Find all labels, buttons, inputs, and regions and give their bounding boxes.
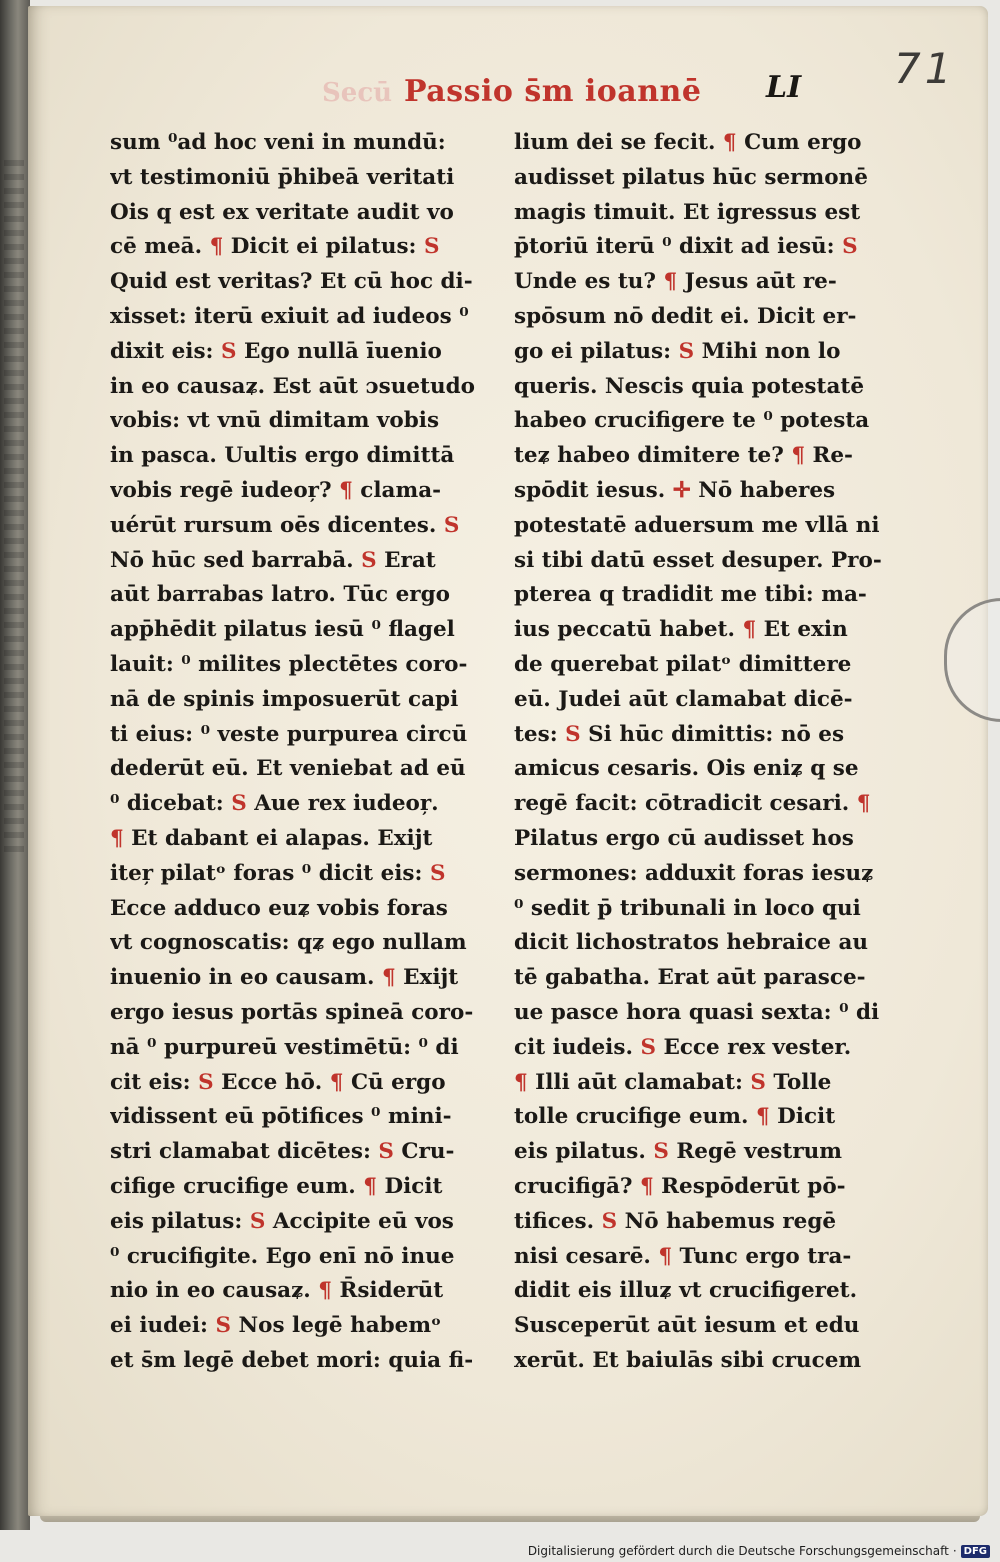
text-segment: Accipite eū vos bbox=[265, 1208, 454, 1234]
text-line bbox=[110, 1100, 492, 1135]
text-line bbox=[514, 474, 900, 509]
rubric-mark: ¶ bbox=[640, 1173, 654, 1199]
text-segment: Cū ergo bbox=[343, 1069, 446, 1095]
text-column-left bbox=[110, 126, 492, 1379]
rubric-mark: S bbox=[378, 1139, 394, 1165]
text-segment: Re- bbox=[805, 443, 853, 469]
text-segment: Tolle bbox=[765, 1069, 832, 1095]
text-line bbox=[514, 857, 900, 892]
text-line bbox=[514, 196, 900, 231]
text-line bbox=[110, 857, 492, 892]
text-segment: Aue rex iudeoŗ. bbox=[246, 791, 439, 817]
text-segment: dederūt eū. Et veniebat ad eū bbox=[110, 756, 466, 782]
rubric-mark: S bbox=[361, 547, 377, 573]
text-segment: go ei pilatus: bbox=[514, 338, 679, 364]
text-segment: eū. Judei aūt clamabat dicē- bbox=[514, 686, 853, 712]
text-line bbox=[514, 161, 900, 196]
text-segment: ius peccatū habet. bbox=[514, 617, 743, 643]
text-segment: Exijt bbox=[395, 965, 459, 991]
text-line bbox=[110, 648, 492, 683]
text-segment: dicit lichostratos hebraice au bbox=[514, 930, 869, 956]
text-line bbox=[110, 1274, 492, 1309]
text-segment: si tibi datū esset desuper. Pro- bbox=[514, 547, 882, 573]
text-line bbox=[110, 230, 492, 265]
text-line bbox=[110, 544, 492, 579]
text-line bbox=[110, 474, 492, 509]
text-line bbox=[110, 961, 492, 996]
text-line bbox=[110, 265, 492, 300]
running-head: Passio s̄m ioannē bbox=[404, 74, 702, 109]
text-segment: lauit: ⁰ milites plectētes coro- bbox=[110, 651, 468, 677]
text-line bbox=[110, 578, 492, 613]
rubric-mark: S bbox=[601, 1208, 618, 1234]
text-line bbox=[514, 961, 900, 996]
text-segment: Dicit bbox=[376, 1173, 443, 1199]
rubric-mark: ¶ bbox=[381, 965, 396, 991]
text-line bbox=[110, 161, 492, 196]
text-line bbox=[110, 926, 492, 961]
text-line bbox=[514, 1066, 900, 1101]
text-segment: sum ⁰ad hoc veni in mundū: bbox=[110, 130, 446, 155]
text-line bbox=[514, 718, 900, 753]
rubric-mark: S bbox=[640, 1034, 656, 1060]
text-segment: vobis regē iudeoŗ? bbox=[110, 477, 340, 503]
text-segment: Ecce rex vester. bbox=[655, 1034, 852, 1060]
rubric-mark: ✛ bbox=[672, 477, 691, 503]
text-segment: Dicit bbox=[769, 1104, 836, 1130]
text-line bbox=[514, 1274, 900, 1309]
text-line bbox=[514, 404, 900, 439]
rubric-mark: S bbox=[423, 234, 440, 260]
text-line bbox=[514, 1309, 900, 1344]
text-segment: cit eis: bbox=[110, 1069, 199, 1095]
rubric-mark: S bbox=[231, 791, 247, 817]
text-segment: potestatē aduersum me vllā ni bbox=[514, 512, 880, 538]
book-edge-texture bbox=[4, 160, 24, 860]
rubric-mark: ¶ bbox=[722, 130, 737, 155]
rubric-mark: ¶ bbox=[209, 234, 224, 260]
text-segment: Ego nullā īuenio bbox=[236, 338, 442, 364]
text-line bbox=[110, 335, 492, 370]
text-segment: Nō hūc sed barrabā. bbox=[110, 547, 362, 573]
text-line bbox=[514, 126, 900, 161]
text-line bbox=[514, 613, 900, 648]
text-segment: de querebat pilatᵒ dimittere bbox=[514, 651, 852, 677]
text-segment: vt testimoniū p̄hibeā veritati bbox=[110, 164, 455, 190]
text-segment: spōsum nō dedit ei. Dicit er- bbox=[514, 303, 857, 329]
text-segment: Nō habemus regē bbox=[617, 1208, 837, 1234]
text-line bbox=[514, 335, 900, 370]
text-segment: vidissent eū pōtifices ⁰ mini- bbox=[110, 1104, 452, 1130]
text-line bbox=[110, 1170, 492, 1205]
text-segment: Ecce hō. bbox=[213, 1069, 330, 1095]
text-line bbox=[514, 648, 900, 683]
text-segment: Dicit ei pilatus: bbox=[223, 234, 424, 260]
text-segment: Jesus aūt re- bbox=[677, 269, 837, 295]
folio-number: LI bbox=[766, 70, 802, 105]
text-segment: Respōderūt pō- bbox=[653, 1173, 846, 1199]
text-segment: Mihi non lo bbox=[694, 338, 841, 364]
rubric-mark: S bbox=[443, 512, 460, 538]
rubric-mark: S bbox=[842, 234, 858, 260]
rubric-mark: S bbox=[198, 1069, 214, 1095]
rubric-mark: S bbox=[215, 1313, 231, 1339]
text-segment: sermones: adduxit foras iesuʑ bbox=[514, 860, 874, 886]
text-segment: vt cognoscatis: qʑ ego nullam bbox=[110, 930, 467, 956]
rubric-mark: ¶ bbox=[755, 1104, 770, 1130]
rubric-mark: ¶ bbox=[318, 1278, 332, 1304]
text-line bbox=[110, 370, 492, 405]
text-segment: app̄hēdit pilatus iesū ⁰ flagel bbox=[110, 617, 455, 643]
text-line bbox=[514, 683, 900, 718]
text-segment: xerūt. Et baiulās sibi crucem bbox=[514, 1347, 862, 1373]
rubric-mark: ¶ bbox=[514, 1069, 528, 1095]
text-segment: Ecce adduco euʑ vobis foras bbox=[110, 895, 448, 921]
text-segment: cē meā. bbox=[110, 234, 210, 260]
text-line bbox=[110, 822, 492, 857]
text-segment: Pilatus ergo cū audisset hos bbox=[514, 825, 854, 851]
rubric-mark: ¶ bbox=[856, 791, 871, 817]
text-segment: nio in eo causaʑ. bbox=[110, 1278, 319, 1304]
text-segment: ergo iesus portās spineā coro- bbox=[110, 999, 474, 1025]
text-segment: tolle crucifige eum. bbox=[514, 1104, 756, 1130]
text-line bbox=[110, 196, 492, 231]
text-segment: queris. Nescis quia potestatē bbox=[514, 373, 865, 399]
text-segment: Unde es tu? bbox=[514, 269, 664, 295]
text-segment: habeo crucifigere te ⁰ potesta bbox=[514, 408, 870, 434]
text-line bbox=[514, 892, 900, 927]
text-line bbox=[514, 926, 900, 961]
text-segment: Quid est veritas? Et cū hoc di- bbox=[110, 269, 473, 295]
text-segment: audisset pilatus hūc sermonē bbox=[514, 164, 868, 190]
dfg-logo: DFG bbox=[961, 1545, 990, 1558]
text-segment: pterea q tradidit me tibi: ma- bbox=[514, 582, 867, 608]
text-segment: ⁰ dicebat: bbox=[110, 791, 232, 817]
text-line bbox=[514, 1170, 900, 1205]
text-line bbox=[514, 752, 900, 787]
text-line bbox=[514, 996, 900, 1031]
text-segment: teʑ habeo dimitere te? bbox=[514, 443, 792, 469]
rubric-mark: S bbox=[653, 1139, 669, 1165]
text-segment: R̄siderūt bbox=[331, 1278, 444, 1304]
text-segment: Tunc ergo tra- bbox=[672, 1243, 852, 1269]
text-line bbox=[110, 787, 492, 822]
text-line bbox=[110, 683, 492, 718]
text-line bbox=[514, 300, 900, 335]
rubric-mark: ¶ bbox=[742, 617, 757, 643]
rubric-mark: S bbox=[678, 338, 695, 364]
rubric-mark: S bbox=[429, 860, 446, 886]
text-segment: ti eius: ⁰ veste purpurea circū bbox=[110, 721, 468, 747]
text-segment: crucifigā? bbox=[514, 1173, 640, 1199]
text-segment: ue pasce hora quasi sexta: ⁰ di bbox=[514, 999, 880, 1025]
text-line bbox=[514, 578, 900, 613]
text-segment: clama- bbox=[352, 477, 442, 503]
rubric-mark: ¶ bbox=[658, 1243, 673, 1269]
text-line bbox=[514, 439, 900, 474]
text-segment: Si hūc dimittis: nō es bbox=[580, 721, 845, 747]
text-line bbox=[110, 1309, 492, 1344]
text-line bbox=[110, 439, 492, 474]
text-segment: Nos legē habemᵒ bbox=[230, 1313, 442, 1339]
rubric-mark: ¶ bbox=[663, 269, 678, 295]
text-segment: regē facit: cōtradicit cesari. bbox=[514, 791, 857, 817]
manuscript-page-note: 71 bbox=[894, 44, 956, 93]
text-segment: inuenio in eo causam. bbox=[110, 965, 382, 991]
text-segment: Illi aūt clamabat: bbox=[527, 1069, 751, 1095]
text-segment: dixit eis: bbox=[110, 338, 221, 364]
text-line bbox=[110, 752, 492, 787]
text-line bbox=[110, 996, 492, 1031]
text-line bbox=[110, 1205, 492, 1240]
text-line bbox=[514, 1344, 900, 1379]
text-line bbox=[514, 1205, 900, 1240]
text-line bbox=[514, 265, 900, 300]
text-segment: cifige crucifige eum. bbox=[110, 1173, 364, 1199]
rubric-mark: S bbox=[750, 1069, 766, 1095]
rubric-mark: ¶ bbox=[329, 1069, 344, 1095]
text-line bbox=[110, 404, 492, 439]
text-segment: stri clamabat dicētes: bbox=[110, 1139, 379, 1165]
text-segment: Nō haberes bbox=[690, 477, 836, 503]
text-segment: xisset: iterū exiuit ad iudeos ⁰ bbox=[110, 303, 469, 329]
text-line bbox=[110, 126, 492, 161]
text-line bbox=[110, 892, 492, 927]
text-segment: in pasca. Uultis ergo dimittā bbox=[110, 443, 455, 469]
text-line bbox=[110, 613, 492, 648]
text-segment: Ois q est ex veritate audit vo bbox=[110, 199, 454, 225]
footer-credit bbox=[528, 1544, 990, 1558]
book-edge bbox=[0, 0, 30, 1530]
text-segment: ei iudei: bbox=[110, 1313, 216, 1339]
text-segment: et s̄m legē debet mori: quia fi- bbox=[110, 1347, 474, 1373]
text-line bbox=[514, 822, 900, 857]
text-line bbox=[514, 1135, 900, 1170]
text-line bbox=[110, 509, 492, 544]
text-line bbox=[110, 718, 492, 753]
rubric-mark: ¶ bbox=[339, 477, 353, 503]
text-line bbox=[110, 1031, 492, 1066]
text-segment: Cum ergo bbox=[736, 130, 862, 155]
text-line bbox=[514, 509, 900, 544]
text-line bbox=[110, 1135, 492, 1170]
text-segment: magis timuit. Et igressus est bbox=[514, 199, 861, 225]
rubric-mark: ¶ bbox=[110, 825, 124, 851]
text-segment: in eo causaʑ. Est aūt ɔsuetudo bbox=[110, 373, 475, 399]
text-segment: lium dei se fecit. bbox=[514, 130, 723, 155]
text-segment: Susceperūt aūt iesum et edu bbox=[514, 1313, 860, 1339]
text-segment: amicus cesaris. Ois eniʑ q se bbox=[514, 756, 859, 782]
rubric-mark: S bbox=[220, 338, 237, 364]
text-line bbox=[514, 1031, 900, 1066]
text-column-right bbox=[514, 126, 900, 1379]
text-segment: iteŗ pilatᵒ foras ⁰ dicit eis: bbox=[110, 860, 430, 886]
text-segment: nisi cesarē. bbox=[514, 1243, 659, 1269]
text-segment: spōdit iesus. bbox=[514, 477, 673, 503]
rubric-mark: S bbox=[249, 1208, 266, 1234]
text-segment: Erat bbox=[376, 547, 436, 573]
footer-text: Digitalisierung gefördert durch die Deutsche Forschungsgemeinschaft bbox=[527, 1544, 949, 1558]
text-segment: eis pilatus: bbox=[110, 1208, 250, 1234]
text-line bbox=[110, 1344, 492, 1379]
text-segment: uérūt rursum oēs dicentes. bbox=[110, 512, 444, 538]
rubric-mark: S bbox=[565, 721, 581, 747]
text-line bbox=[514, 230, 900, 265]
text-line bbox=[110, 1240, 492, 1275]
text-line bbox=[514, 370, 900, 405]
text-segment: nā de spinis imposuerūt capi bbox=[110, 686, 459, 712]
footer-separator: · bbox=[952, 1544, 957, 1558]
text-line bbox=[110, 300, 492, 335]
text-line bbox=[514, 1100, 900, 1135]
text-line bbox=[514, 1240, 900, 1275]
text-segment: vobis: vt vnū dimitam vobis bbox=[110, 408, 440, 434]
text-line bbox=[110, 1066, 492, 1101]
text-segment: ⁰ sedit p̄ tribunali in loco qui bbox=[514, 895, 861, 921]
text-line bbox=[514, 787, 900, 822]
text-line bbox=[514, 544, 900, 579]
rubric-mark: ¶ bbox=[791, 443, 806, 469]
text-segment: p̄toriū iterū ⁰ dixit ad iesū: bbox=[514, 234, 843, 260]
text-segment: Et exin bbox=[756, 617, 848, 643]
rubric-mark: ¶ bbox=[363, 1173, 377, 1199]
text-segment: didit eis illuʑ vt crucifigeret. bbox=[514, 1278, 858, 1304]
show-through-head: Secū bbox=[322, 78, 393, 108]
text-segment: aūt barrabas latro. Tūc ergo bbox=[110, 582, 450, 608]
text-segment: eis pilatus. bbox=[514, 1139, 654, 1165]
text-segment: ⁰ crucifigite. Ego enī nō inue bbox=[110, 1243, 455, 1269]
text-segment: tē gabatha. Erat aūt parasce- bbox=[514, 965, 866, 991]
text-segment: tes: bbox=[514, 721, 566, 747]
text-segment: Regē vestrum bbox=[668, 1139, 843, 1165]
text-segment: Cru- bbox=[393, 1139, 455, 1165]
text-segment: tifices. bbox=[514, 1208, 602, 1234]
text-segment: cit iudeis. bbox=[514, 1034, 641, 1060]
text-segment: Et dabant ei alapas. Exijt bbox=[123, 825, 433, 851]
text-segment: nā ⁰ purpureū vestimētū: ⁰ di bbox=[110, 1034, 459, 1060]
